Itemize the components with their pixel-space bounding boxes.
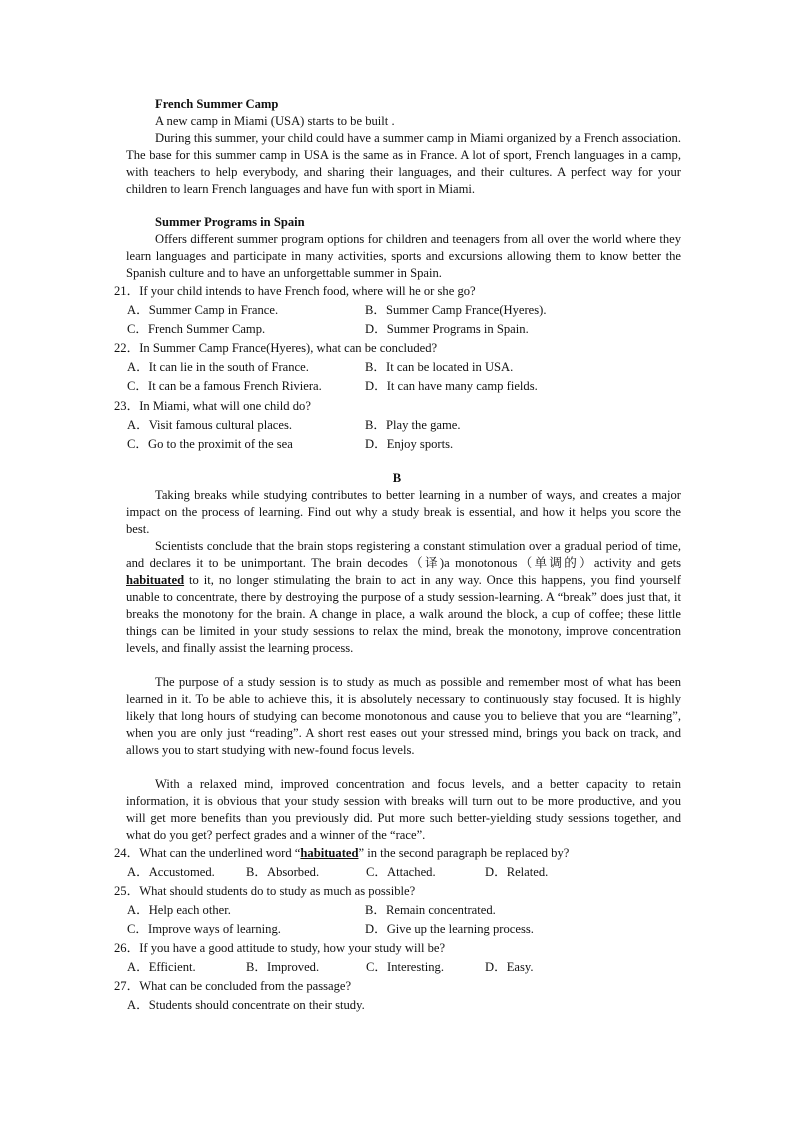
question-26: 26．If you have a good attitude to study, how your study will be? xyxy=(114,941,446,955)
camp2-paragraph: Offers different summer program options for children and teenagers from all over the world where they learn languages and participate in many activities, sports and excursions allowing them to know better the Spanish culture and to have an unforgettable summer in Spain. xyxy=(126,232,681,280)
passage-b-paragraph-3: The purpose of a study session is to study as much as possible and remember most of what has been learned in it. To be able to achieve this, it is absolutely necessary to continuously stay focused. It is highly likely that long hours of studying can become monotonous and cause you to believe that you are “learning”, when you are only just “reading”. A short rest eases out your stressed mind, brings you back on track, and allows you to start studying with new-found focus levels. xyxy=(126,675,681,757)
q27-option-a[interactable]: A．Students should concentrate on their study. xyxy=(127,998,365,1012)
question-22: 22．In Summer Camp France(Hyeres), what can be concluded? xyxy=(114,341,438,355)
q23-option-d[interactable]: D．Enjoy sports. xyxy=(365,437,454,451)
q24-option-c[interactable]: C．Attached. xyxy=(366,865,436,879)
camp1-paragraph: During this summer, your child could have a summer camp in Miami organized by a French association. The base for this summer camp in USA is the same as in France. A lot of sport, French languages in a camp, with teachers to help everybody, and sharing their languages, and their cultures. A perfect way for your children to learn French languages and have fun with sport in Miami. xyxy=(126,131,681,196)
camp1-title: French Summer Camp xyxy=(155,97,279,111)
q22-option-c[interactable]: C．It can be a famous French Riviera. xyxy=(127,379,322,393)
question-27: 27．What can be concluded from the passage? xyxy=(114,979,352,993)
question-23: 23．In Miami, what will one child do? xyxy=(114,399,311,413)
q22-option-d[interactable]: D．It can have many camp fields. xyxy=(365,379,538,393)
passage-b-paragraph-2 xyxy=(126,538,681,657)
q21-option-c[interactable]: C．French Summer Camp. xyxy=(127,322,266,336)
q26-option-a[interactable]: A．Efficient. xyxy=(127,960,196,974)
passage-b-paragraph-1: Taking breaks while studying contributes to better learning in a number of ways, and creates a major impact on the process of learning. Find out why a study break is essential, and how it helps you score the best. xyxy=(126,488,681,536)
q23-option-a[interactable]: A．Visit famous cultural places. xyxy=(127,418,293,432)
q26-option-b[interactable]: B．Improved. xyxy=(246,960,320,974)
question-25: 25．What should students do to study as much as possible? xyxy=(114,884,416,898)
q22-option-a[interactable]: A．It can lie in the south of France. xyxy=(127,360,309,374)
passage-b-paragraph-4: With a relaxed mind, improved concentration and focus levels, and a better capacity to retain information, it is obvious that your study session with breaks will turn out to be more productive, and you will get more benefits than you previously did. Put more such better-yielding study sessions together, and what do you get? perfect grades and a winner of the “race”. xyxy=(126,777,681,842)
q24-option-d[interactable]: D．Related. xyxy=(485,865,549,879)
q22-option-b[interactable]: B．It can be located in USA. xyxy=(365,360,514,374)
q25-option-c[interactable]: C．Improve ways of learning. xyxy=(127,922,281,936)
q21-option-a[interactable]: A．Summer Camp in France. xyxy=(127,303,279,317)
paragraph-2-text-before: Scientists conclude that the brain stops registering a constant stimulation over a gradual period of time, and declares it to be unimportant. The brain decodes（译)a monotonous（单调的）activity and gets xyxy=(126,539,681,570)
q24-stem-before: 24．What can the underlined word “ xyxy=(114,846,301,860)
question-21: 21．If your child intends to have French food, where will he or she go? xyxy=(114,284,476,298)
camp2-title: Summer Programs in Spain xyxy=(155,215,305,229)
q23-option-b[interactable]: B．Play the game. xyxy=(365,418,461,432)
q26-option-d[interactable]: D．Easy. xyxy=(485,960,534,974)
q21-option-d[interactable]: D．Summer Programs in Spain. xyxy=(365,322,529,336)
q25-option-a[interactable]: A．Help each other. xyxy=(127,903,231,917)
q24-underlined-word: habituated xyxy=(300,846,359,860)
paragraph-2-text-after: to it, no longer stimulating the brain to act in any way. Once this happens, you find yourself unable to concentrate, there by destroying the purpose of a study session-learning. A “break” does just that, it breaks the monotony for the brain. A change in place, a walk around the block, a cup of coffee; these little things can be limited in your study sessions to relax the mind, break the monotony, improve concentration levels, and finally assist the learning process. xyxy=(126,573,681,655)
camp1-line1: A new camp in Miami (USA) starts to be built . xyxy=(155,114,395,128)
q24-stem-after: ” in the second paragraph be replaced by? xyxy=(358,846,570,860)
q26-option-c[interactable]: C．Interesting. xyxy=(366,960,444,974)
q25-option-b[interactable]: B．Remain concentrated. xyxy=(365,903,496,917)
q25-option-d[interactable]: D．Give up the learning process. xyxy=(365,922,534,936)
question-24 xyxy=(114,845,569,862)
q24-option-a[interactable]: A．Accustomed. xyxy=(127,865,215,879)
section-b-label: B xyxy=(392,471,402,485)
q21-option-b[interactable]: B．Summer Camp France(Hyeres). xyxy=(365,303,547,317)
q24-option-b[interactable]: B．Absorbed. xyxy=(246,865,320,879)
q23-option-c[interactable]: C．Go to the proximit of the sea xyxy=(127,437,293,451)
underlined-word-habituated: habituated xyxy=(126,573,185,587)
